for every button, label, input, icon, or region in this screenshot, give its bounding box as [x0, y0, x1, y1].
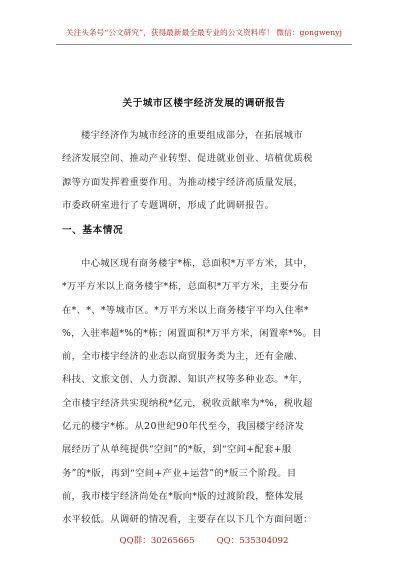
- section-heading-basic-situation: 一、基本情况: [62, 225, 124, 236]
- intro-line: 经济发展空间、推动产业转型、促进就业创业、培植优质税: [62, 153, 313, 165]
- footer-contact: [0, 534, 408, 546]
- section1-paragraph: [62, 252, 346, 532]
- section1-line: 亿元的楼宇*栋。从20世纪90年代至今，我国楼宇经济发: [62, 421, 305, 433]
- section1-line: %，入驻率超*%的*栋；闲置面积*万平方米，闲置率*%。目: [62, 327, 322, 339]
- section1-line: 科技、文旅文创、人力资源、知识产权等多种业态。*年，: [62, 374, 309, 386]
- header-divider: [56, 44, 352, 45]
- section1-line: 前，我市楼宇经济尚处在*版向*版的过渡阶段，整体发展: [62, 490, 304, 502]
- document-title: 关于城市区楼宇经济发展的调研报告: [122, 98, 286, 109]
- intro-paragraph: [62, 124, 346, 217]
- section1-line: 展经历了从单纯提供“空间”的*版，到“空间+配套+服: [62, 444, 292, 456]
- section1-line: 水平较低。从调研的情况看，主要存在以下几个方面问题：: [62, 514, 313, 526]
- section1-line: *万平方米以上商务楼宇*栋，总面积*万平方米，主要分布: [62, 281, 309, 293]
- section1-line: 务”的*版，再到“空间+产业+运营”的*版三个阶段。目: [62, 467, 297, 479]
- intro-line: 楼宇经济作为城市经济的重要组成部分，在拓展城市: [81, 130, 303, 141]
- section1-line: 中心城区现有商务楼宇*栋，总面积*万平方米，其中，: [81, 258, 313, 269]
- intro-line: 源等方面发挥着重要作用。为推动楼宇经济高质量发展，: [62, 176, 304, 188]
- section1-line: 前，全市楼宇经济的业态以商贸服务类为主，还有金融、: [62, 351, 304, 363]
- footer-qq-group: QQ群：30265665: [119, 536, 195, 546]
- header-promo-note: 关注头条号“公文研究”，获得最新最全最专业的公文资料库！ 微信：gongwenyj: [65, 28, 343, 37]
- intro-line: 市委政研室进行了专题调研，形成了此调研报告。: [62, 199, 275, 211]
- footer-qq: QQ：535304092: [216, 536, 289, 546]
- section1-line: 全市楼宇经济共实现纳税*亿元，税收贡献率为*%，税收超: [62, 397, 313, 409]
- section1-line: 在*、*、*等城市区。*万平方米以上商务楼宇平均入住率*: [62, 304, 309, 316]
